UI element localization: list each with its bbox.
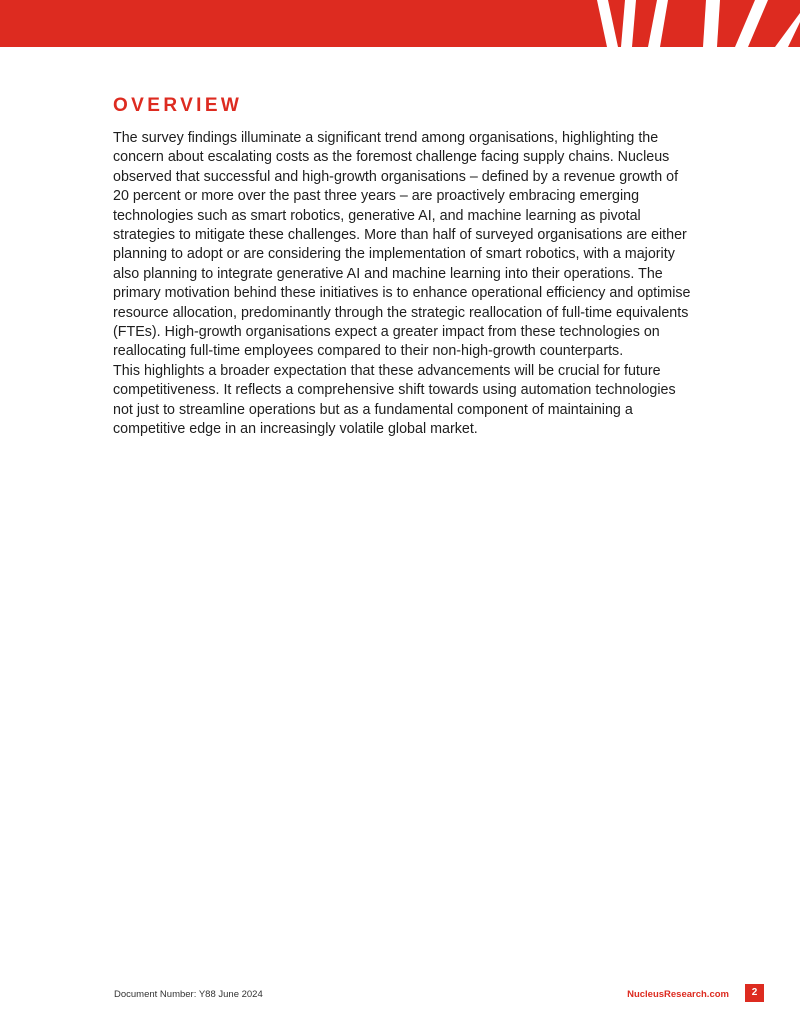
paragraph-line: This highlights a broader expectation that these advancements will be crucial for future xyxy=(113,362,661,379)
paragraph-line: also planning to integrate generative AI and machine learning into their operations. The xyxy=(113,265,663,282)
paragraph-line: 20 percent or more over the past three years – are proactively embracing emerging xyxy=(113,188,640,205)
header-banner xyxy=(0,0,800,47)
paragraph-line: reallocating full-time employees compared to their non-high-growth counterparts. xyxy=(113,343,624,360)
paragraph-line: resource allocation, predominantly through the strategic reallocation of full-time equivalents xyxy=(113,304,689,321)
paragraph-line: The survey findings illuminate a significant trend among organisations, highlighting the xyxy=(113,130,659,146)
overview-paragraph xyxy=(113,129,713,440)
paragraph-line: (FTEs). High-growth organisations expect a greater impact from these technologies on xyxy=(113,324,660,341)
paragraph-line: not just to streamline operations but as a fundamental component of maintaining a xyxy=(113,401,633,418)
document-number: Document Number: Y88 June 2024 xyxy=(114,989,263,1000)
overview-section xyxy=(113,95,713,440)
section-title: OVERVIEW xyxy=(113,95,243,116)
paragraph-line: technologies such as smart robotics, generative AI, and machine learning as pivotal xyxy=(113,207,641,224)
paragraph-line: competitive edge in an increasingly volatile global market. xyxy=(113,421,478,438)
header-stripes-graphic xyxy=(0,0,800,47)
paragraph-line: concern about escalating costs as the foremost challenge facing supply chains. Nucleus xyxy=(113,149,670,166)
paragraph-line: primary motivation behind these initiatives is to enhance operational efficiency and optimise xyxy=(113,285,691,302)
paragraph-line: planning to adopt or are considering the implementation of smart robotics, with a majority xyxy=(113,246,675,263)
paragraph-line: observed that successful and high-growth organisations – defined by a revenue growth of xyxy=(113,168,679,185)
website-link[interactable]: NucleusResearch.com xyxy=(627,989,729,1000)
paragraph-line: strategies to mitigate these challenges. More than half of surveyed organisations are either xyxy=(113,227,687,244)
paragraph-line: competitiveness. It reflects a comprehensive shift towards using automation technologies xyxy=(113,382,676,399)
page-number-badge: 2 xyxy=(745,984,764,1002)
